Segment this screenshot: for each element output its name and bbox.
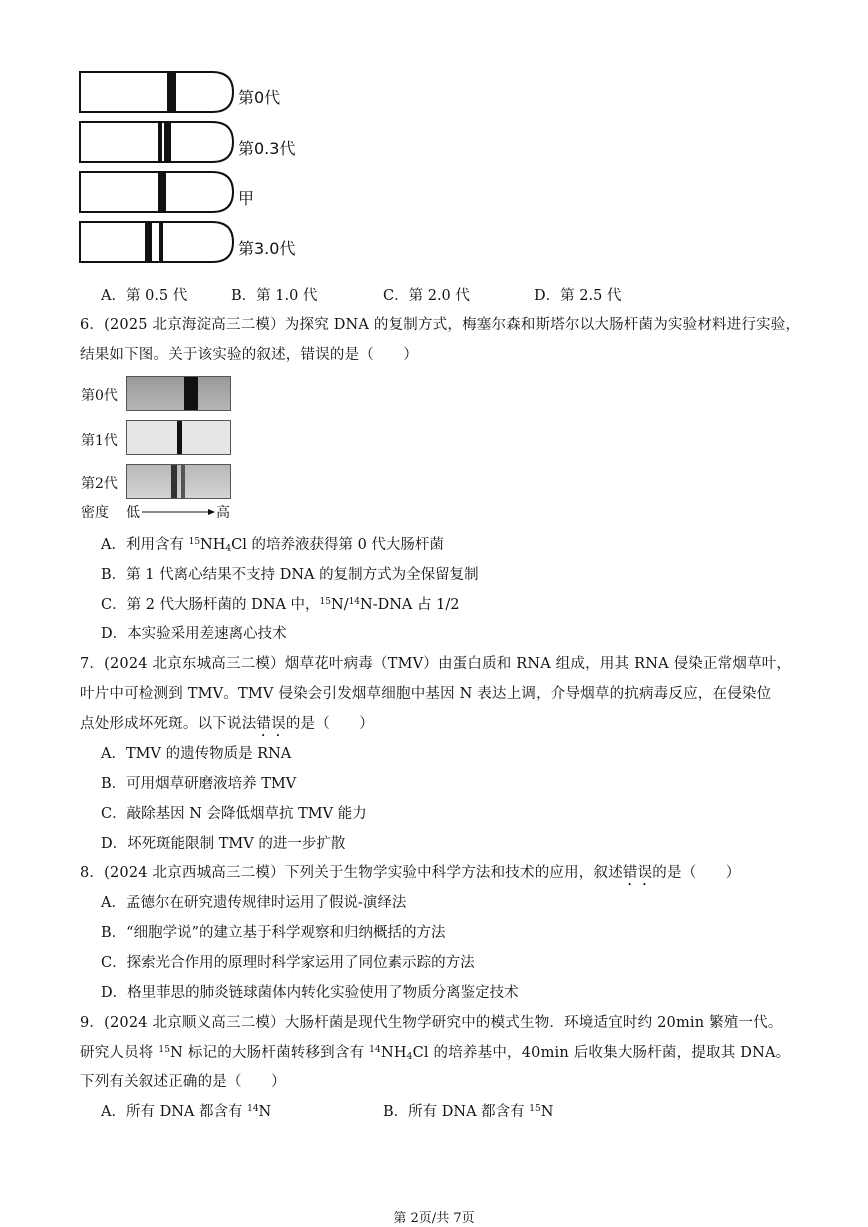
option-b[interactable]: B．第 1 代离心结果不支持 DNA 的复制方式为全保留复制 (101, 567, 479, 583)
tube-label: 甲 (238, 189, 255, 208)
dna-band (145, 222, 152, 262)
option-a[interactable]: A．所有 DNA 都含有 $^{14}$N (101, 1104, 272, 1120)
option-b[interactable]: B．所有 DNA 都含有 $^{15}$N (383, 1104, 554, 1120)
density-high: 高 (216, 505, 230, 521)
centrifuge-tube-0-3 (79, 121, 234, 163)
centrifuge-tube-3-0 (79, 221, 234, 263)
question-stem: 点处形成坏死斑。以下说法错误的是（ ） (80, 716, 375, 732)
centrifuge-tube-jia (79, 171, 234, 213)
page-footer: 第 2页/共 7页 (393, 1211, 475, 1226)
dna-band (171, 465, 177, 498)
tube-label: 第3.0代 (238, 239, 296, 258)
option-c[interactable]: C．第 2 代大肠杆菌的 DNA 中，$^{15}$N/$^{14}$N-DNA 占 1/2 (101, 597, 460, 613)
option-d[interactable]: D．本实验采用差速离心技术 (101, 626, 287, 642)
dna-band (159, 222, 163, 262)
option-a[interactable]: A．利用含有 $^{15}NH_4Cl$ 的培养液获得第 0 代大肠杆菌 (101, 537, 444, 554)
question-stem: 6．(2025 北京海淀高三二模）为探究 DNA 的复制方式，梅塞尔森和斯塔尔以大肠杆菌为实验材料进行实验， (80, 317, 801, 333)
density-low: 低 (126, 505, 140, 521)
option-a[interactable]: A．第 0.5 代 (101, 288, 188, 304)
density-label: 密度 (81, 505, 109, 521)
dna-band (158, 122, 162, 162)
dna-band (184, 377, 198, 410)
question-stem: 下列有关叙述正确的是（ ） (80, 1074, 286, 1090)
question-stem: 结果如下图。关于该实验的叙述，错误的是（ ） (80, 347, 419, 363)
gel-label: 第1代 (81, 433, 118, 449)
gel-label: 第0代 (81, 388, 118, 404)
option-c[interactable]: C．第 2.0 代 (383, 288, 470, 304)
dna-band (167, 72, 176, 112)
question-stem: 9．(2024 北京顺义高三二模）大肠杆菌是现代生物学研究中的模式生物．环境适宜时约 20min 繁殖一代。 (80, 1015, 783, 1031)
tube-label: 第0.3代 (238, 139, 296, 158)
tube-label: 第0代 (238, 88, 281, 107)
option-d[interactable]: D．第 2.5 代 (534, 288, 622, 304)
option-c[interactable]: C．探索光合作用的原理时科学家运用了同位素示踪的方法 (101, 955, 475, 971)
question-stem: 7．(2024 北京东城高三二模）烟草花叶病毒（TMV）由蛋白质和 RNA 组成，用其 RNA 侵染正常烟草叶， (80, 656, 792, 672)
gel-image-gen0 (126, 376, 231, 411)
option-b[interactable]: B．第 1.0 代 (231, 288, 318, 304)
option-c[interactable]: C．敲除基因 N 会降低烟草抗 TMV 能力 (101, 806, 367, 822)
dna-band (177, 421, 182, 454)
option-d[interactable]: D．坏死斑能限制 TMV 的进一步扩散 (101, 836, 346, 852)
dna-band (164, 122, 171, 162)
question-stem: 研究人员将 $^{15}$N 标记的大肠杆菌转移到含有 $^{14}NH_4Cl$ 的培养基中，40min 后收集大肠杆菌，提取其 DNA。 (80, 1045, 791, 1062)
gel-label: 第2代 (81, 476, 118, 492)
gel-image-gen1 (126, 420, 231, 455)
gel-image-gen2 (126, 464, 231, 499)
question-stem: 8．(2024 北京西城高三二模）下列关于生物学实验中科学方法和技术的应用，叙述错误的是（ ） (80, 865, 741, 881)
dna-band (158, 172, 166, 212)
option-a[interactable]: A．孟德尔在研究遗传规律时运用了假说-演绎法 (101, 895, 407, 911)
density-arrow-icon (142, 508, 216, 516)
centrifuge-tube-0 (79, 71, 234, 113)
question-stem: 叶片中可检测到 TMV。TMV 侵染会引发烟草细胞中基因 N 表达上调，介导烟草的抗病毒反应，在侵染位 (80, 686, 772, 702)
option-b[interactable]: B．可用烟草研磨液培养 TMV (101, 776, 297, 792)
option-d[interactable]: D．格里菲思的肺炎链球菌体内转化实验使用了物质分离鉴定技术 (101, 985, 519, 1001)
option-b[interactable]: B．“细胞学说”的建立基于科学观察和归纳概括的方法 (101, 925, 446, 941)
dna-band (181, 465, 185, 498)
option-a[interactable]: A．TMV 的遗传物质是 RNA (101, 746, 292, 762)
